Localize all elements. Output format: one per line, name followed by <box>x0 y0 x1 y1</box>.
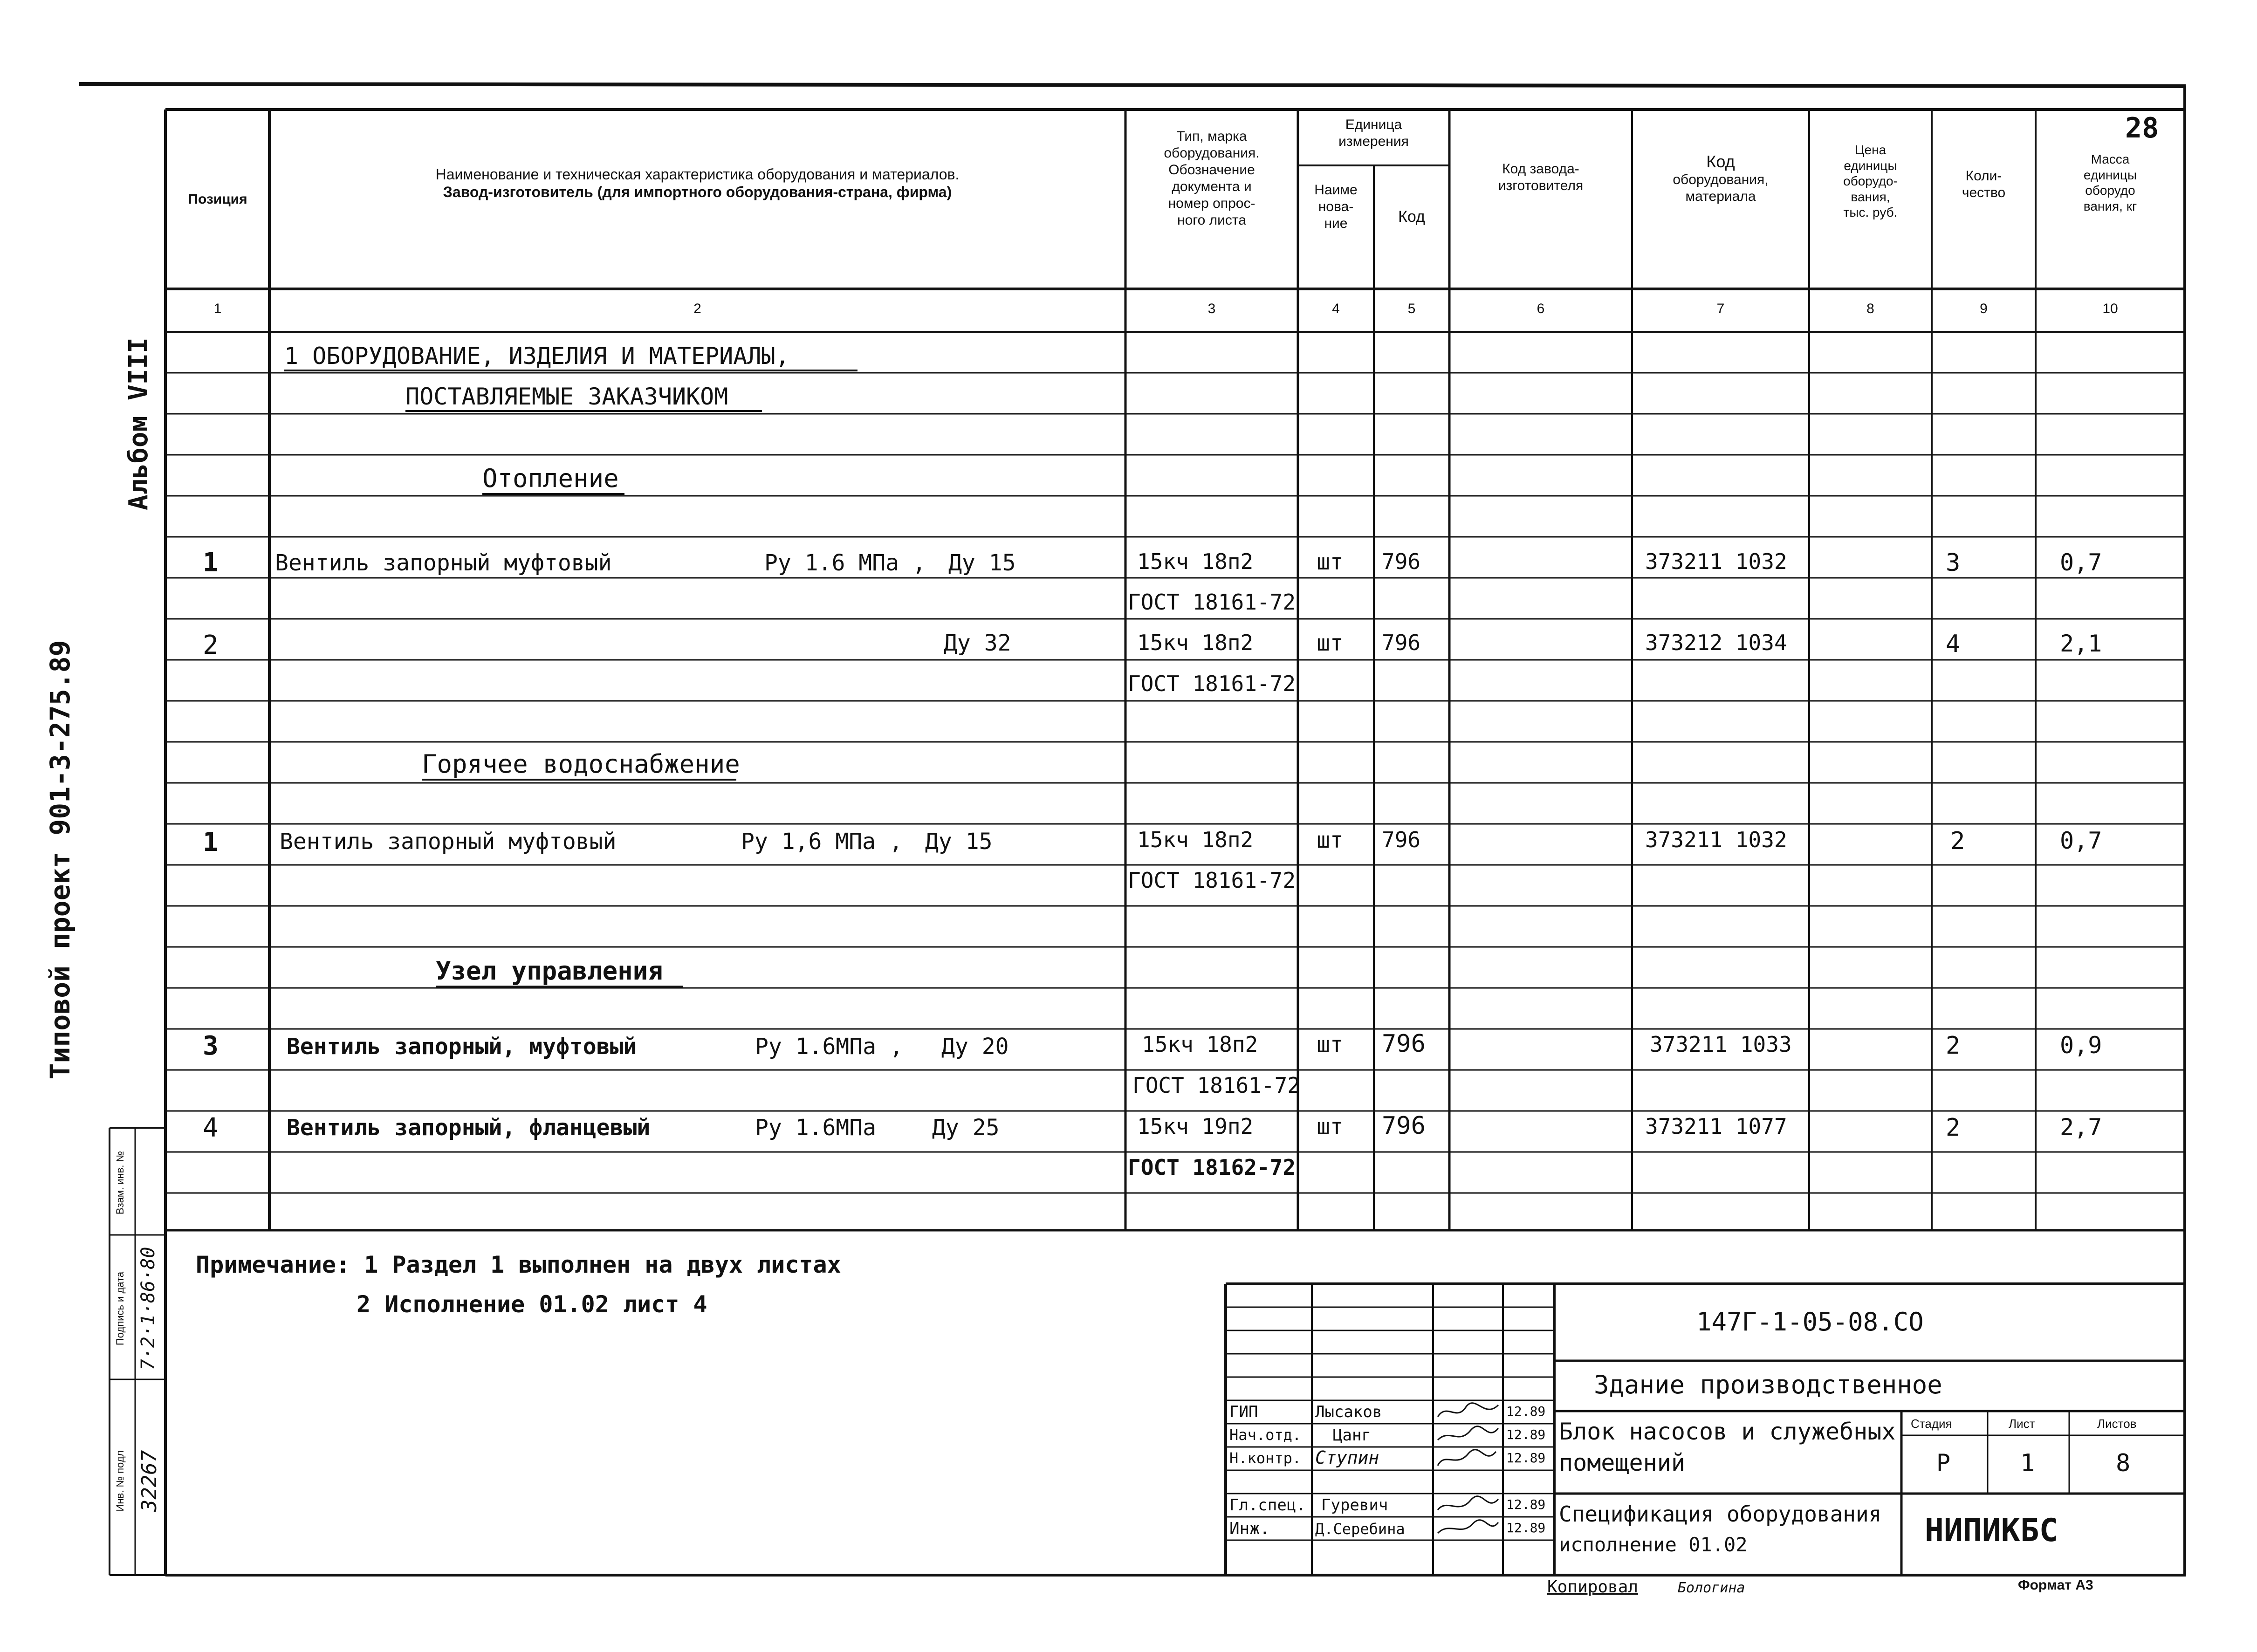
header-price-line: вания, <box>1851 189 1890 204</box>
header-name-line2: Завод-изготовитель (для импортного оборудования-страна, фирма) <box>443 184 952 201</box>
copied-label: Копировал <box>1547 1577 1639 1597</box>
header-qty-line: чество <box>1962 185 2006 200</box>
signer-date: 12.89 <box>1506 1404 1546 1419</box>
row-qty: 3 <box>1946 549 1961 577</box>
row-du: Ду 32 <box>944 630 1011 656</box>
stamp-podpis-value: 7·2·1·86·80 <box>137 1247 159 1371</box>
header-type <box>1126 128 1297 229</box>
stamp-podpis-label: Подпись и дата <box>114 1271 126 1346</box>
signatures <box>1433 1400 1503 1540</box>
row-code: 373211 1032 <box>1645 549 1787 574</box>
col-number: 6 <box>1537 301 1545 316</box>
header-unit-group <box>1299 117 1448 150</box>
sheet-value: 1 <box>2020 1449 2035 1477</box>
header-maker-code-line: изготовителя <box>1498 178 1584 193</box>
col-number: 3 <box>1207 301 1216 316</box>
col-number: 1 <box>213 301 222 316</box>
header-material-code-line: материала <box>1685 189 1756 205</box>
stamp-vzam-label: Взам. инв. № <box>114 1151 126 1215</box>
header-material-code-line: Код <box>1706 152 1735 171</box>
row-type: 15кч 19п2 <box>1137 1114 1254 1139</box>
row-unit: шт <box>1317 1032 1344 1058</box>
row-position: 3 <box>203 1031 219 1061</box>
row-gost: ГОСТ 18161-72 <box>1132 1073 1301 1098</box>
row-qty: 2 <box>1950 827 1965 855</box>
col-number: 8 <box>1866 301 1874 316</box>
row-unit-code: 796 <box>1382 630 1421 655</box>
signer-role: Гл.спец. <box>1229 1496 1306 1515</box>
header-type-line: документа и <box>1172 179 1252 194</box>
signer-date: 12.89 <box>1506 1520 1546 1535</box>
header-mass-line: оборудо <box>2085 183 2135 198</box>
signer-name: Д.Серебина <box>1315 1520 1405 1538</box>
note-line-1: Примечание: 1 Раздел 1 выполнен на двух листах <box>196 1251 841 1278</box>
col-number: 9 <box>1980 301 1988 316</box>
row-position: 4 <box>203 1113 219 1143</box>
row-du: Ду 20 <box>941 1034 1009 1060</box>
header-mass-line: вания, кг <box>2083 199 2137 213</box>
header-mass-line: Масса <box>2091 152 2130 166</box>
row-name: Вентиль запорный, муфтовый <box>287 1034 637 1060</box>
org-name: НИПИКБС <box>1925 1512 2058 1549</box>
row-mass: 0,9 <box>2060 1032 2102 1059</box>
row-gost: ГОСТ 18162-72 <box>1128 1155 1296 1180</box>
row-pressure: Ру 1.6 МПа , <box>764 550 926 576</box>
doc-code: 147Г-1-05-08.СО <box>1696 1307 1924 1337</box>
header-unit-code: Код <box>1398 208 1425 226</box>
row-qty: 4 <box>1946 630 1961 658</box>
sheet-label: Лист <box>2009 1417 2035 1431</box>
row-code: 373212 1034 <box>1645 630 1787 655</box>
col-number: 4 <box>1332 301 1340 316</box>
row-code: 373211 1077 <box>1645 1114 1787 1139</box>
signer-role: Инж. <box>1229 1519 1270 1538</box>
row-type: 15кч 18п2 <box>1142 1032 1258 1057</box>
doc-title-1: Спецификация оборудования <box>1559 1501 1882 1527</box>
object-name-1: Блок насосов и служебных <box>1559 1418 1896 1445</box>
header-name-line1: Наименование и техническая характеристика оборудования и материалов. <box>435 166 960 183</box>
signer-date: 12.89 <box>1506 1427 1546 1442</box>
header-unit-line: Единица <box>1345 117 1402 132</box>
page-number: 28 <box>2125 112 2159 144</box>
signer-date: 12.89 <box>1506 1497 1546 1512</box>
row-mass: 0,7 <box>2060 827 2102 854</box>
header-unit-name-line: Наиме <box>1314 182 1358 198</box>
header-type-line: номер опрос- <box>1168 196 1255 211</box>
header-type-line: Обозначение <box>1168 162 1255 178</box>
row-name: Вентиль запорный муфтовый <box>280 829 617 855</box>
row-unit: шт <box>1317 1114 1344 1140</box>
row-pressure: Ру 1.6МПа <box>755 1115 877 1141</box>
header-unit-name <box>1299 182 1373 232</box>
row-mass: 2,7 <box>2060 1114 2102 1141</box>
section-main-title-2: ПОСТАВЛЯЕМЫЕ ЗАКАЗЧИКОМ <box>405 383 728 410</box>
stamp-inv-value: 32267 <box>137 1450 161 1512</box>
format-label: Формат А3 <box>2018 1577 2093 1593</box>
row-mass: 0,7 <box>2060 549 2102 576</box>
section-control-node: Узел управления <box>436 956 663 986</box>
header-qty-line: Коли- <box>1965 168 2002 184</box>
row-unit: шт <box>1317 549 1344 575</box>
row-code: 373211 1033 <box>1650 1032 1792 1057</box>
header-maker-code <box>1450 161 1631 194</box>
row-unit-code: 796 <box>1382 549 1421 574</box>
header-mass-line: единицы <box>2083 167 2137 182</box>
col-number: 5 <box>1407 301 1416 316</box>
signer-role: ГИП <box>1229 1403 1258 1421</box>
section-main-title: 1 ОБОРУДОВАНИЕ, ИЗДЕЛИЯ И МАТЕРИАЛЫ, <box>284 343 789 370</box>
row-position: 1 <box>203 548 219 578</box>
row-position: 2 <box>203 630 219 660</box>
header-maker-code-line: Код завода- <box>1502 161 1579 177</box>
signer-date: 12.89 <box>1506 1450 1546 1466</box>
row-pressure: Ру 1.6МПа , <box>755 1034 903 1060</box>
row-unit-code: 796 <box>1382 1030 1426 1058</box>
row-qty: 2 <box>1946 1032 1961 1060</box>
col-number: 10 <box>2102 301 2118 316</box>
row-unit: шт <box>1317 630 1344 656</box>
album-label: Альбом VIII <box>123 337 154 510</box>
row-type: 15кч 18п2 <box>1137 630 1254 655</box>
row-unit-code: 796 <box>1382 1112 1426 1140</box>
row-gost: ГОСТ 18161-72 <box>1128 868 1296 893</box>
project-label: Типовой проект 901-3-275.89 <box>44 640 76 1080</box>
sheets-value: 8 <box>2116 1449 2131 1477</box>
header-price-line: Цена <box>1854 143 1887 157</box>
header-unit-line: измерения <box>1338 134 1409 149</box>
header-price-line: оборудо- <box>1843 174 1898 189</box>
section-heating: Отопление <box>482 464 619 493</box>
row-du: Ду 15 <box>948 550 1016 576</box>
row-gost: ГОСТ 18161-72 <box>1128 590 1296 615</box>
stage-label: Стадия <box>1911 1417 1952 1431</box>
row-position: 1 <box>203 827 219 857</box>
sheets-label: Листов <box>2097 1417 2137 1431</box>
header-unit-name-line: нова- <box>1318 199 1354 214</box>
header-price-line: тыс. руб. <box>1843 205 1898 220</box>
note-line-2: 2 Исполнение 01.02 лист 4 <box>357 1291 707 1318</box>
signer-role: Нач.отд. <box>1229 1426 1302 1444</box>
header-type-line: ного листа <box>1177 212 1246 228</box>
row-name: Вентиль запорный муфтовый <box>275 550 612 576</box>
section-hot-water: Горячее водоснабжение <box>422 749 740 779</box>
stage-value: Р <box>1936 1449 1951 1476</box>
copied-sign: Бологина <box>1678 1580 1745 1596</box>
header-type-line: оборудования. <box>1164 145 1260 161</box>
signer-name: Гуревич <box>1321 1496 1388 1515</box>
row-type: 15кч 18п2 <box>1137 549 1254 574</box>
stamp-inv-label: Инв. № подл <box>114 1450 126 1512</box>
building-name: Здание производственное <box>1594 1370 1942 1399</box>
row-unit-code: 796 <box>1382 827 1421 852</box>
header-material-code <box>1633 151 1808 205</box>
signer-name: Лысаков <box>1315 1403 1382 1421</box>
header-qty <box>1933 168 2035 201</box>
signer-name: Ступин <box>1315 1447 1379 1468</box>
row-du: Ду 25 <box>932 1115 1000 1141</box>
header-price <box>1810 142 1931 220</box>
col-number: 7 <box>1716 301 1725 316</box>
col-number: 2 <box>693 301 701 316</box>
header-unit-name-line: ние <box>1324 216 1348 231</box>
row-name: Вентиль запорный, фланцевый <box>287 1115 651 1141</box>
row-type: 15кч 18п2 <box>1137 827 1254 852</box>
signer-role: Н.контр. <box>1229 1449 1302 1467</box>
row-code: 373211 1032 <box>1645 827 1787 852</box>
header-type-line: Тип, марка <box>1176 129 1247 144</box>
row-mass: 2,1 <box>2060 630 2102 657</box>
header-name <box>270 165 1125 201</box>
header-price-line: единицы <box>1844 158 1897 173</box>
header-mass <box>2037 151 2184 214</box>
row-du: Ду 15 <box>925 829 993 855</box>
row-pressure: Ру 1,6 МПа , <box>741 829 903 855</box>
header-material-code-line: оборудования, <box>1673 172 1769 188</box>
row-gost: ГОСТ 18161-72 <box>1128 671 1296 696</box>
object-name-2: помещений <box>1559 1449 1685 1476</box>
signer-name: Цанг <box>1333 1426 1371 1445</box>
doc-title-2: исполнение 01.02 <box>1559 1533 1748 1556</box>
header-position: Позиция <box>188 192 247 207</box>
row-qty: 2 <box>1946 1114 1961 1142</box>
row-unit: шт <box>1317 827 1344 853</box>
